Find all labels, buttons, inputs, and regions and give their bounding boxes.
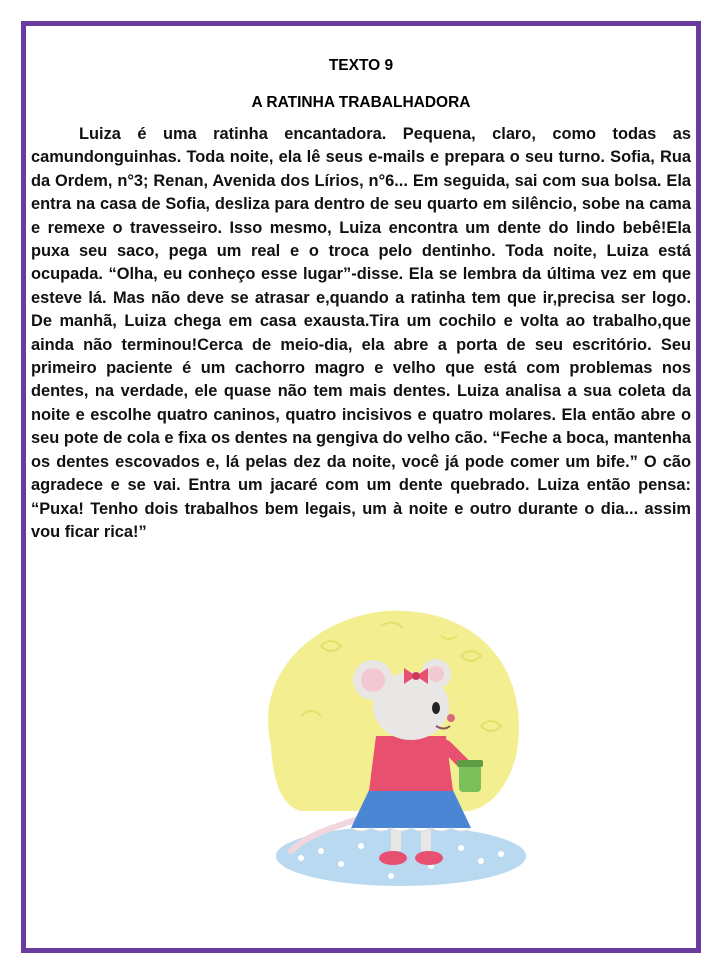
page-title: TEXTO 9	[328, 57, 394, 74]
story-title: A RATINHA TRABALHADORA	[251, 94, 471, 111]
mouse-illustration-icon	[231, 596, 551, 896]
story-body: Luiza é uma ratinha encantadora. Pequena, claro, como todas as camundonguinhas. Toda noite, ela lê seus e-mails e prepara o seu turno. Sofia, Rua da Ordem, n°3; Renan, Avenida dos Lírios, n°6... Em seguida, sai com sua bolsa. Ela entra na casa de Sofia, desliza para dentro de seu quarto em silêncio, sobe na cama e remexe o travesseiro. Isso mesmo, Luiza encontra um dente do lindo bebê!Ela puxa seu saco, pega um real e o troca pelo dentinho. Toda noite, Luiza está ocupada. “Olha, eu conheço esse lugar”-disse. Ela se lembra da última vez em que esteve lá. Mas não deve se atrasar e,quando a ratinha tem que ir,precisa ser logo. De manhã, Luiza chega em casa exausta.Tira um cochilo e volta ao trabalho,que ainda não terminou!Cerca de meio-dia, ela abre a porta de seu escritório. Seu primeiro paciente é um cachorro magro e velho que está com problemas nos dentes, na verdade, ele quase não tem mais dentes. Luiza analisa a sua coleta da noite e escolhe quatro caninos, quatro incisivos e quatro molares. Ela então abre o seu pote de cola e fixa os dentes na gengiva do velho cão. “Feche a boca, mantenha os dentes escovados e, lá pelas dez da noite, você já pode comer um bife.” O cão agradece e se vai. Entra um jacaré com um dente quebrado. Luiza então pensa: “Puxa! Tenho dois trabalhos bem legais, um à noite e outro durante o dia... assim vou ficar rica!”	[31, 125, 691, 541]
page-border	[21, 21, 701, 953]
